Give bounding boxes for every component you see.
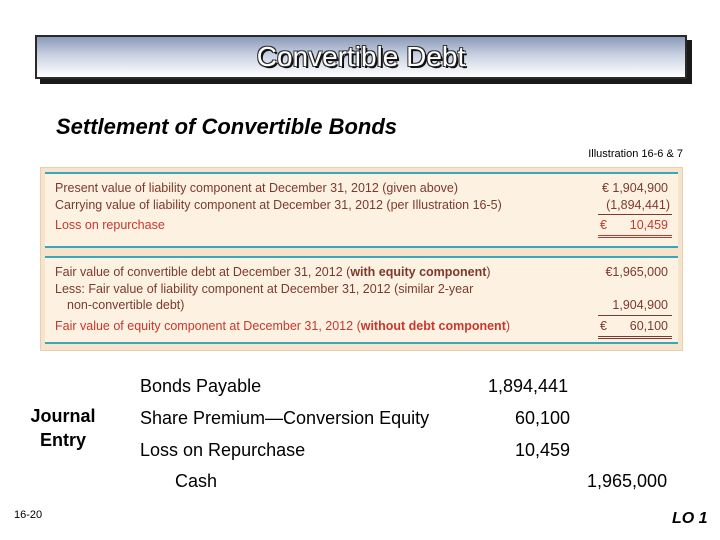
illustration-reference: Illustration 16-6 & 7 xyxy=(588,148,683,160)
table-bottom-rule xyxy=(45,342,678,344)
slide-title: Convertible Debt xyxy=(256,41,466,72)
journal-debit: 1,894,441 xyxy=(488,376,569,396)
table-row: Fair value of equity component at December 31, 2012 (without debt component) xyxy=(55,319,511,333)
journal-account: Cash xyxy=(175,471,218,491)
journal-account: Share Premium—Conversion Equity xyxy=(140,408,430,428)
currency-symbol: € xyxy=(600,319,607,333)
equity-table xyxy=(45,256,678,344)
journal-entry-label: Journal Entry xyxy=(30,406,96,450)
page-number: 16-20 xyxy=(14,509,43,521)
journal-debit: 10,459 xyxy=(515,440,571,460)
table-bottom-rule xyxy=(45,246,678,248)
currency-symbol: € xyxy=(600,218,607,232)
table-row: non-convertible debt) xyxy=(67,298,185,312)
subtotal-rule xyxy=(598,315,672,316)
title-bar xyxy=(35,35,687,79)
table-row: Present value of liability component at December 31, 2012 (given above) xyxy=(55,181,459,195)
liability-table xyxy=(45,172,678,248)
table-top-rule xyxy=(45,256,678,258)
table-amount: €1,965,000 xyxy=(605,265,668,279)
total-double-rule xyxy=(598,336,672,339)
illustration-panel xyxy=(40,167,683,351)
subtotal-rule xyxy=(598,214,672,215)
table-amount: € 1,904,900 xyxy=(601,181,668,195)
journal-account: Loss on Repurchase xyxy=(140,440,306,460)
table-top-rule xyxy=(45,172,678,174)
table-row: Loss on repurchase xyxy=(55,218,165,232)
table-amount: 1,904,900 xyxy=(612,298,668,312)
slide-subtitle: Settlement of Convertible Bonds xyxy=(56,114,398,139)
learning-objective-tag: LO 1 xyxy=(672,510,708,527)
table-row: Carrying value of liability component at December 31, 2012 (per Illustration 16-5) xyxy=(55,198,502,212)
table-row: Fair value of convertible debt at December 31, 2012 (with equity component) xyxy=(55,265,491,279)
journal-debit: 60,100 xyxy=(515,408,571,428)
journal-credit: 1,965,000 xyxy=(587,471,668,491)
table-row: Less: Fair value of liability component at December 31, 2012 (similar 2-year xyxy=(55,282,474,296)
table-amount: (1,894,441) xyxy=(606,198,670,212)
total-double-rule xyxy=(598,235,672,238)
journal-account: Bonds Payable xyxy=(140,376,262,396)
table-amount: 60,100 xyxy=(629,319,668,333)
table-amount: 10,459 xyxy=(629,218,668,232)
